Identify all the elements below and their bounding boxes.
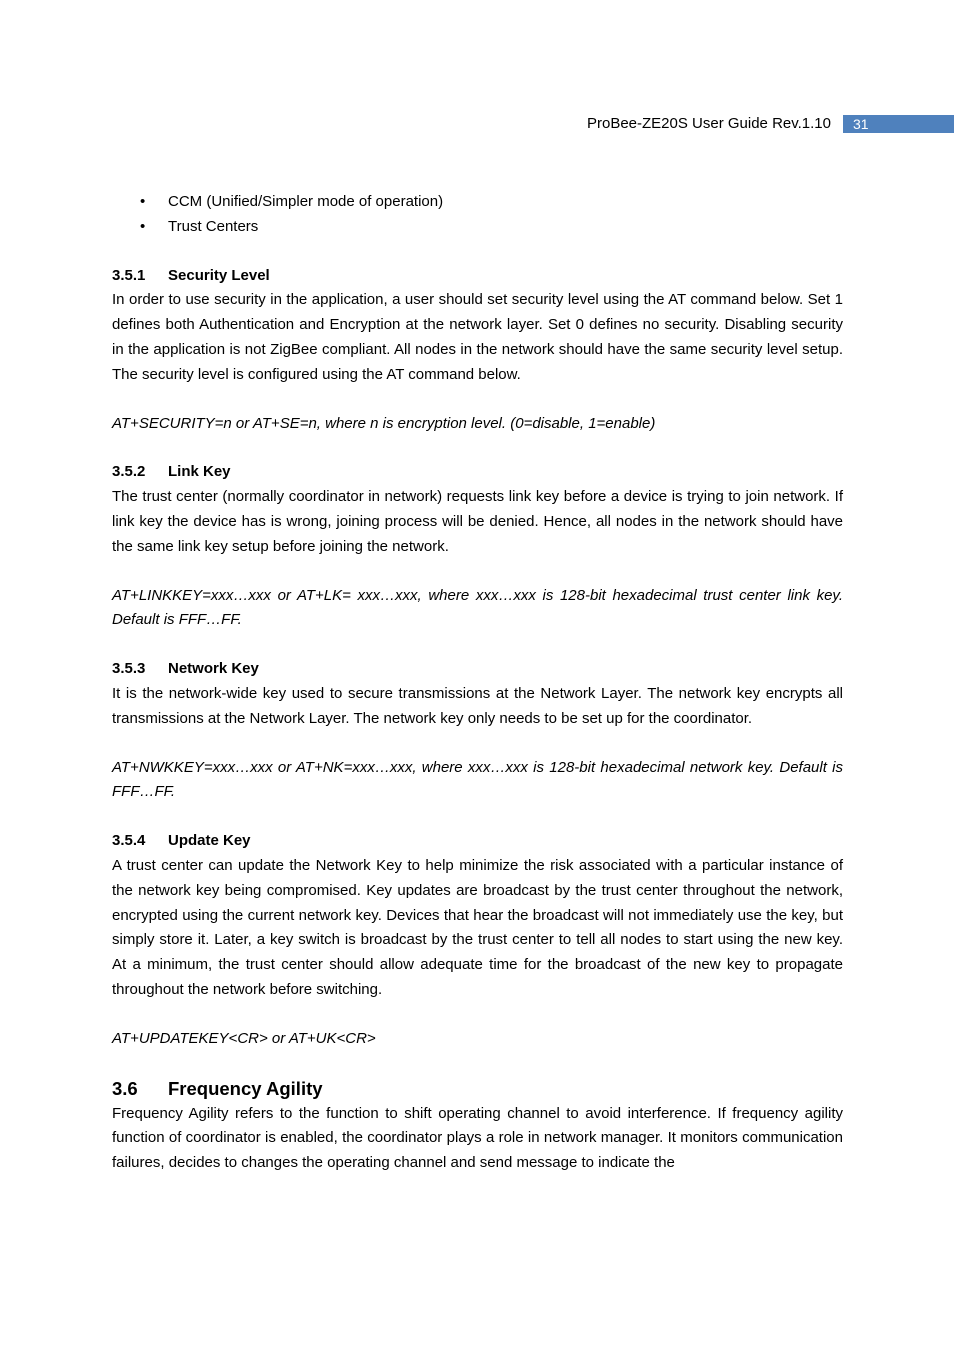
section-paragraph: It is the network-wide key used to secure transmissions at the Network Layer. The network key encrypts all transmissions at the Network Layer. The network key only needs to be set up for the coordinator. xyxy=(112,684,843,727)
bullet-dot: • xyxy=(140,217,146,235)
section-heading-network-key xyxy=(112,657,843,682)
header-title: ProBee-ZE20S User Guide Rev.1.10 xyxy=(586,115,831,132)
list-item xyxy=(112,215,843,240)
section-heading-update-key xyxy=(112,829,843,854)
section-number: 3.6 xyxy=(112,1077,138,1099)
bullet-dot: • xyxy=(140,193,146,210)
section-paragraph: A trust center can update the Network Key to help minimize the risk associated with a particular instance of the network key being compromised. Key updates are broadcast by the trust center throughout the network, encrypted using the current network key. Devices that hear the broadcast will not immediately use the key, but simply store it. Later, a key switch is broadcast by the trust center to tell all nodes to start using the new key. At a minimum, the trust center should allow adequate time for the broadcast of the new key to propagate throughout the network before switching. xyxy=(112,856,843,998)
section-title: Update Key xyxy=(168,832,251,850)
section-heading-frequency-agility xyxy=(112,1076,843,1102)
list-item xyxy=(112,190,843,215)
section-heading-security-level xyxy=(112,264,843,289)
section-number: 3.5.2 xyxy=(112,463,146,481)
section-paragraph: Frequency Agility refers to the function to shift operating channel to avoid interference. If frequency agility function of coordinator is enabled, the coordinator plays a role in network manager. It monitors communication failures, decides to changes the operating channel and send message to indicate the xyxy=(112,1104,843,1172)
document-body xyxy=(112,190,843,1176)
at-command-example: AT+NWKKEY=xxx…xxx or AT+NK=xxx…xxx, where xxx…xxx is 128-bit hexadecimal network key. Default is FFF…FF. xyxy=(112,758,843,801)
section-paragraph: The trust center (normally coordinator in network) requests link key before a device is trying to join network. If link key the device has is wrong, joining process will be denied. Hence, all nodes in the network should have the same link key setup before joining the network. xyxy=(112,488,843,555)
list-item-text: Trust Centers xyxy=(168,217,259,235)
section-title: Link Key xyxy=(168,463,231,481)
section-title: Frequency Agility xyxy=(168,1077,323,1099)
section-number: 3.5.4 xyxy=(112,832,146,850)
section-heading-link-key xyxy=(112,460,843,485)
section-number: 3.5.3 xyxy=(112,660,146,678)
at-command-example: AT+UPDATEKEY<CR> or AT+UK<CR> xyxy=(112,1029,376,1047)
bullet-list xyxy=(112,190,843,240)
section-paragraph: In order to use security in the application, a user should set security level using the AT command below. Set 1 defines both Authentication and Encryption at the network layer. Set 0 defines no security. Disabling security in the application is not ZigBee compliant. All nodes in the network should have the same security level setup. The security level is configured using the AT command below. xyxy=(112,291,843,383)
page-header xyxy=(0,114,954,134)
page-number-badge: 31 xyxy=(843,115,954,133)
section-title: Network Key xyxy=(168,660,259,678)
section-title: Security Level xyxy=(168,266,270,284)
section-number: 3.5.1 xyxy=(112,266,146,284)
list-item-text: CCM (Unified/Simpler mode of operation) xyxy=(168,193,444,210)
at-command-example: AT+LINKKEY=xxx…xxx or AT+LK= xxx…xxx, where xxx…xxx is 128-bit hexadecimal trust center link key. Default is FFF…FF. xyxy=(112,586,843,629)
at-command-example: AT+SECURITY=n or AT+SE=n, where n is encryption level. (0=disable, 1=enable) xyxy=(112,414,656,432)
